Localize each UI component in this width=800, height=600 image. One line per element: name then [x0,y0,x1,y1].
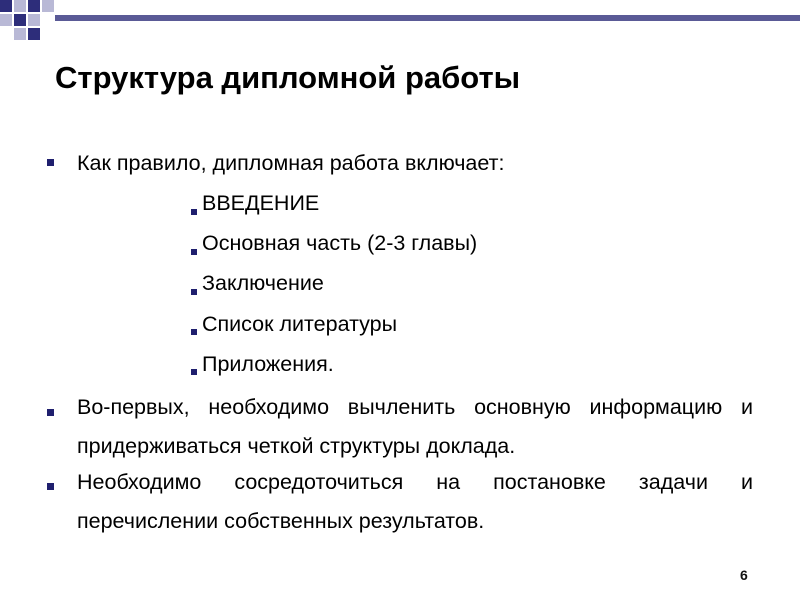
sub-item-1: ВВЕДЕНИЕ [202,191,320,215]
sub-item-3: Заключение [202,271,324,295]
square-bullet-icon [191,329,197,335]
square-bullet-icon [47,483,54,490]
point-3-text: Необходимо сосредоточиться на постановке задачи и перечислении собственных результатов. [77,470,753,533]
sub-item-2: Основная часть (2-3 главы) [202,231,478,255]
square-bullet-icon [47,409,54,416]
point-2-text: Во-первых, необходимо вычленить основную информацию и придерживаться четкой структуры доклада. [77,395,753,458]
slide-title: Структура дипломной работы [55,60,521,95]
square-bullet-icon [191,249,197,255]
square-bullet-icon [191,289,197,295]
header-decoration [0,0,800,50]
sub-item-5: Приложения. [202,352,334,376]
intro-text: Как правило, дипломная работа включает: [77,151,505,175]
sub-item-4: Список литературы [202,312,398,336]
square-bullet-icon [191,209,197,215]
square-bullet-icon [191,369,197,375]
square-bullet-icon [47,159,54,166]
page-number: 6 [740,567,748,583]
